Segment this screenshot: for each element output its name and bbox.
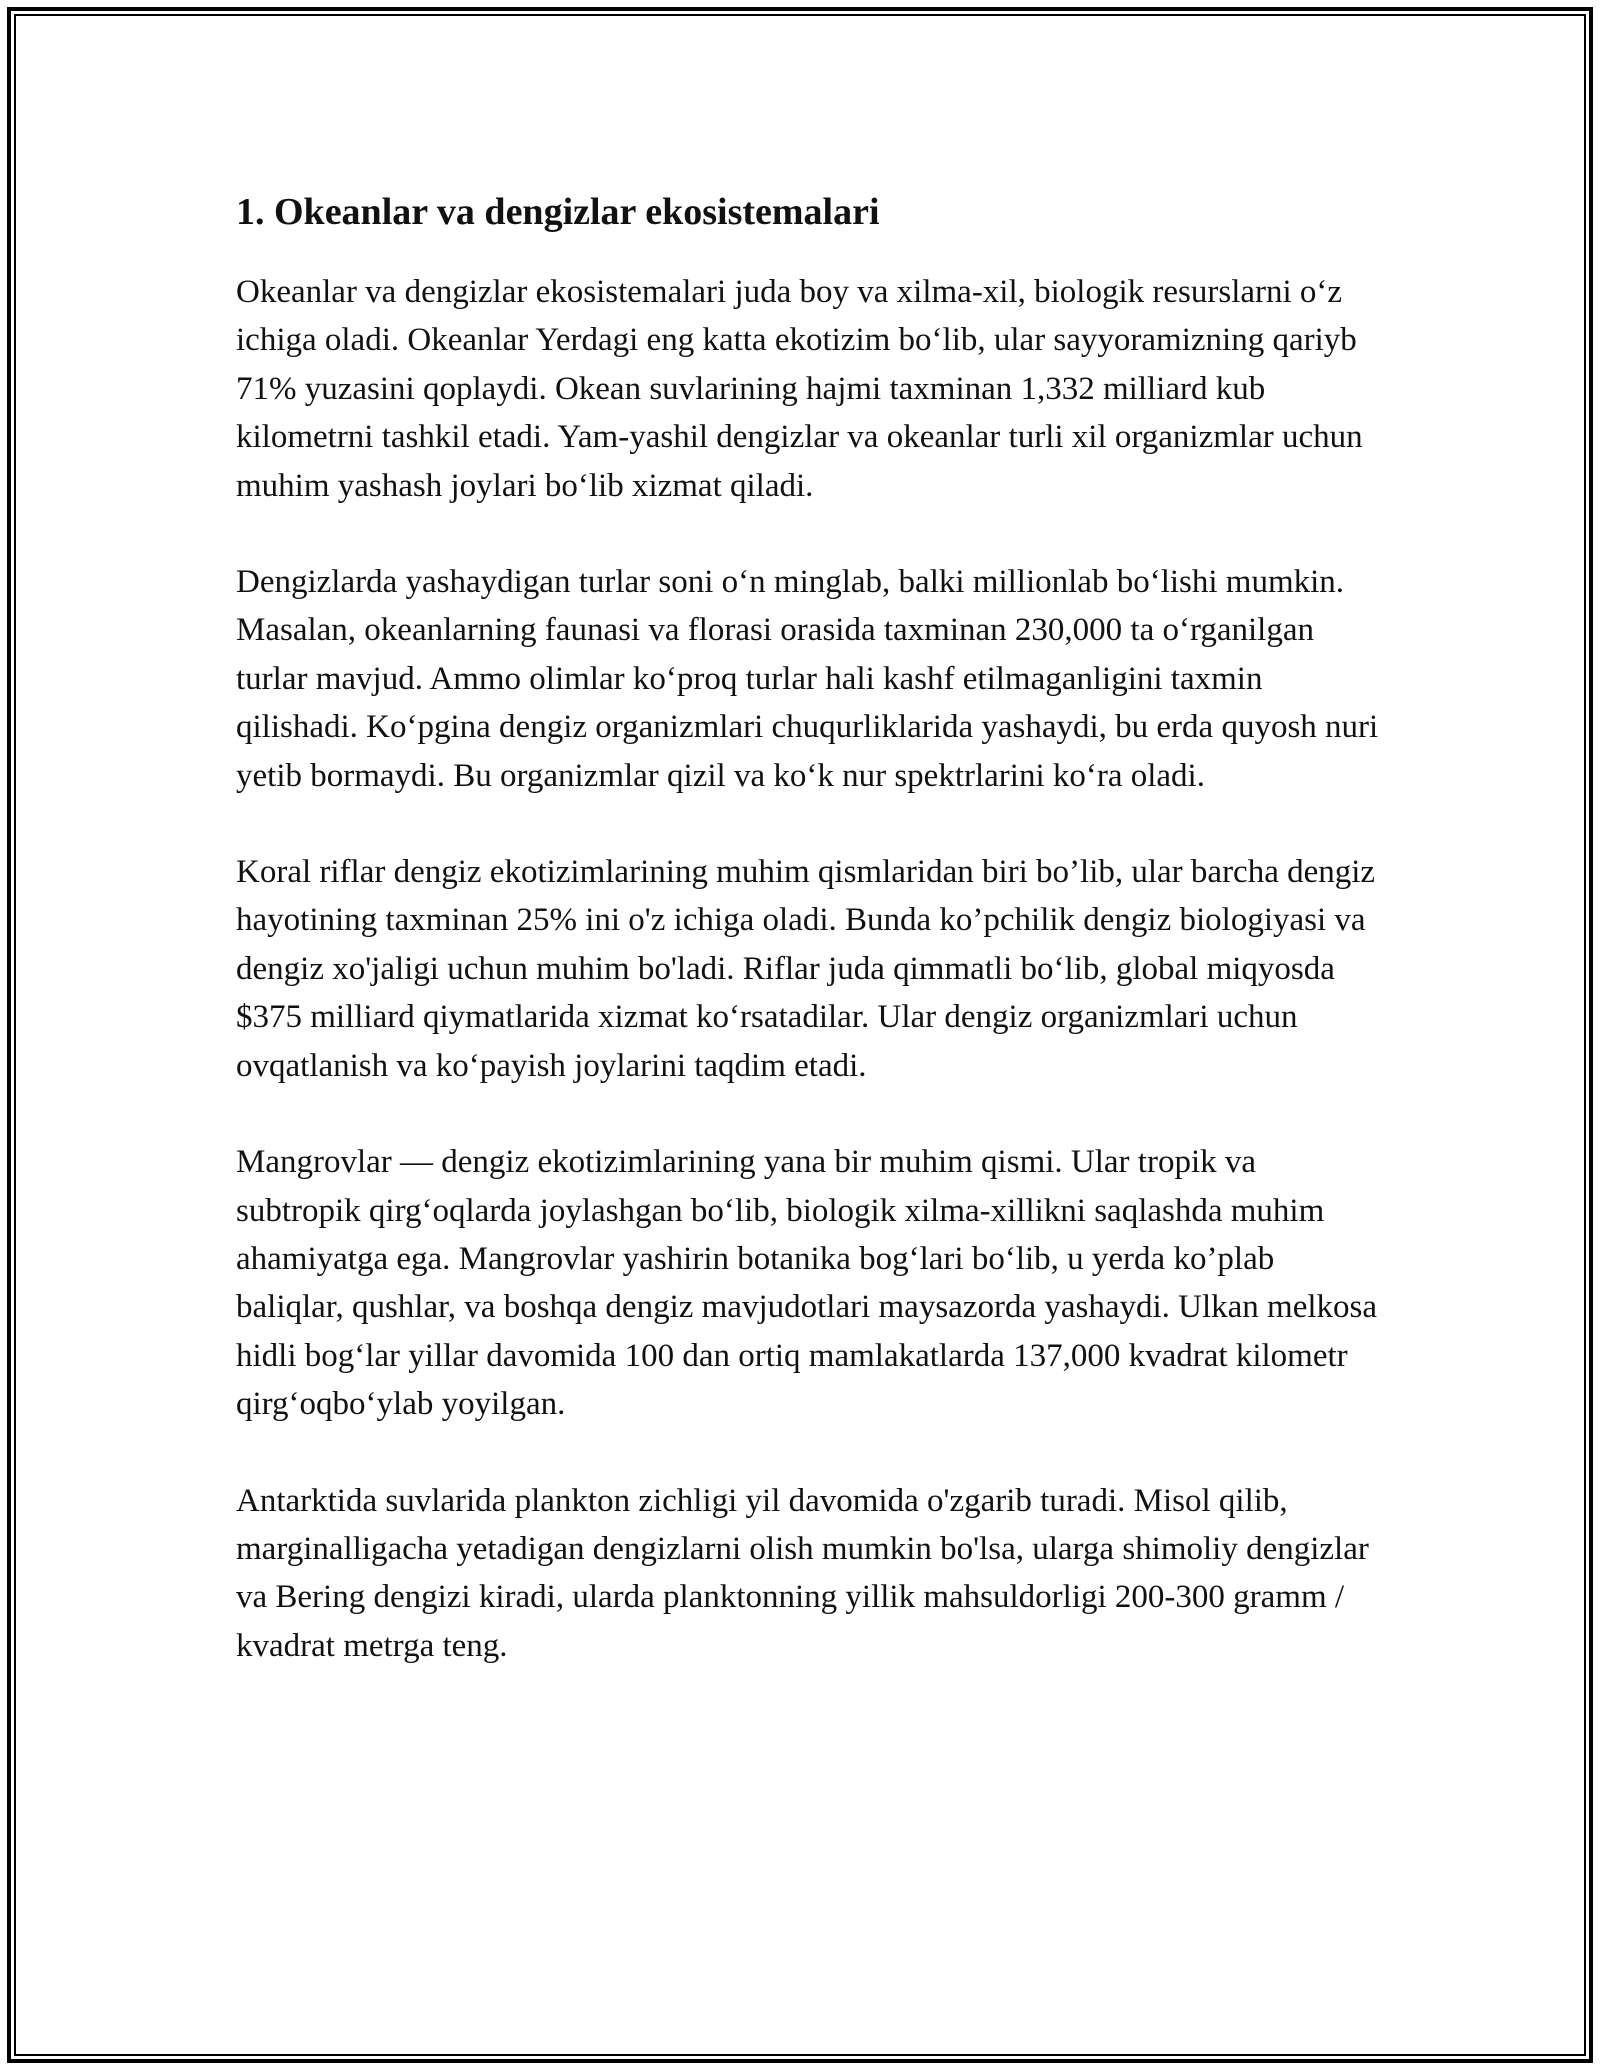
paragraph-oceans-overview: Okeanlar va dengizlar ekosistemalari juda boy va xilma-xil, biologik resurslarni o‘z ichiga oladi. Okeanlar Yerdagi eng katta ekotizim bo‘lib, ular sayyoramizning qariyb 71% yuzasini qoplaydi. Okean suvlarining hajmi taxminan 1,332 milliard kub kilometrni tashkil etadi. Yam-yashil dengizlar va okeanlar turli xil organizmlar uchun muhim yashash joylari bo‘lib xizmat qiladi. (236, 274, 1363, 504)
paragraph-mangroves: Mangrovlar — dengiz ekotizimlarining yana bir muhim qismi. Ular tropik va subtropik qirg‘oqlarda joylashgan bo‘lib, biologik xilma-xillikni saqlashda muhim ahamiyatga ega. Mangrovlar yashirin botanika bog‘lari bo‘lib, u yerda ko’plab baliqlar, qushlar, va boshqa dengiz mavjudotlari maysazorda yashaydi. Ulkan melkosa hidli bog‘lar yillar davomida 100 dan ortiq mamlakatlarda 137,000 kvadrat kilometr qirg‘oqbo‘ylab yoyilgan. (236, 1144, 1378, 1423)
document-body (236, 186, 1386, 1718)
paragraph-coral-reefs: Koral riflar dengiz ekotizimlarining muhim qismlaridan biri bo’lib, ular barcha dengiz hayotining taxminan 25% ini o'z ichiga oladi. Bunda ko’pchilik dengiz biologiyasi va dengiz xo'jaligi uchun muhim bo'ladi. Riflar juda qimmatli bo‘lib, global miqyosda $375 milliard qiymatlarida xizmat ko‘rsatadilar. Ular dengiz organizmlari uchun ovqatlanish va ko‘payish joylarini taqdim etadi. (236, 854, 1376, 1084)
paragraph-marine-species: Dengizlarda yashaydigan turlar soni o‘n minglab, balki millionlab bo‘lishi mumkin. Masalan, okeanlarning faunasi va florasi orasida taxminan 230,000 ta o‘rganilgan turlar mavjud. Ammo olimlar ko‘proq turlar hali kashf etilmaganligini taxmin qilishadi. Ko‘pgina dengiz organizmlari chuqurliklarida yashaydi, bu erda quyosh nuri yetib bormaydi. Bu organizmlar qizil va ko‘k nur spektrlarini ko‘ra oladi. (236, 564, 1379, 794)
paragraph-antarctic-plankton: Antarktida suvlarida plankton zichligi yil davomida o'zgarib turadi. Misol qilib, marginalligacha yetadigan dengizlarni olish mumkin bo'lsa, ularga shimoliy dengizlar va Bering dengizi kiradi, ularda planktonning yillik mahsuldorligi 200-300 gramm / kvadrat metrga teng. (236, 1482, 1369, 1664)
section-heading: 1. Okeanlar va dengizlar ekosistemalari (236, 191, 880, 233)
